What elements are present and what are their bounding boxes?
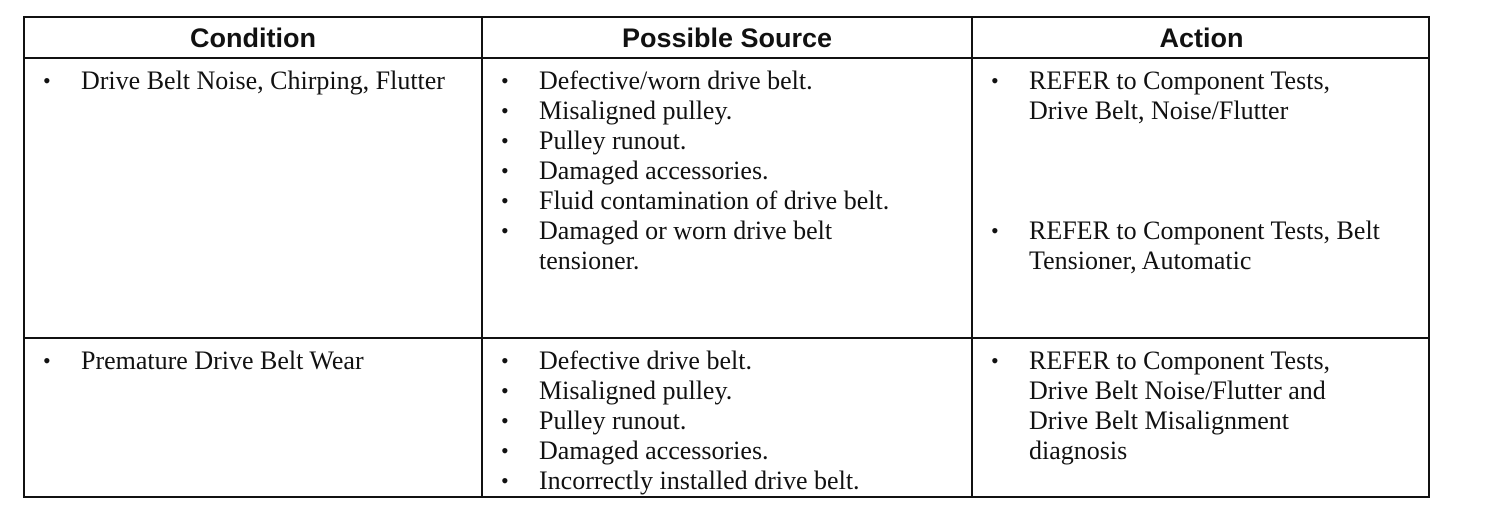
action-item: • REFER to Component Tests, Drive Belt Noise/Flutter and Drive Belt Misalignment diagnosis [973,346,1373,466]
header-condition: Condition [190,23,316,53]
row1-action-cell [973,66,1393,276]
header-possible-source: Possible Source [621,23,833,53]
source-item: • Damaged accessories. [483,436,923,466]
row-divider [25,337,1428,339]
condition-item: • Drive Belt Noise, Chirping, Flutter [25,66,445,96]
row2-action-cell [973,346,1373,466]
action-item: • REFER to Component Tests, Drive Belt, Noise/Flutter [973,66,1393,126]
source-item: • Pulley runout. [483,126,893,156]
row2-source-cell [483,346,923,496]
source-item: • Damaged or worn drive belt tensioner. [483,216,893,276]
source-item: • Incorrectly installed drive belt. [483,466,923,496]
row2-condition-cell [25,346,445,376]
source-item: • Pulley runout. [483,406,923,436]
source-item: • Defective drive belt. [483,346,923,376]
source-item: • Misaligned pulley. [483,96,893,126]
source-item: • Defective/worn drive belt. [483,66,893,96]
header-action: Action [1159,23,1244,53]
action-item: • REFER to Component Tests, Belt Tensioner, Automatic [973,216,1393,276]
row1-condition-cell [25,66,445,96]
row1-source-cell [483,66,893,276]
source-item: • Misaligned pulley. [483,376,923,406]
diagnosis-table [23,16,1430,498]
source-item: • Damaged accessories. [483,156,893,186]
condition-item: • Premature Drive Belt Wear [25,346,445,376]
source-item: • Fluid contamination of drive belt. [483,186,893,216]
